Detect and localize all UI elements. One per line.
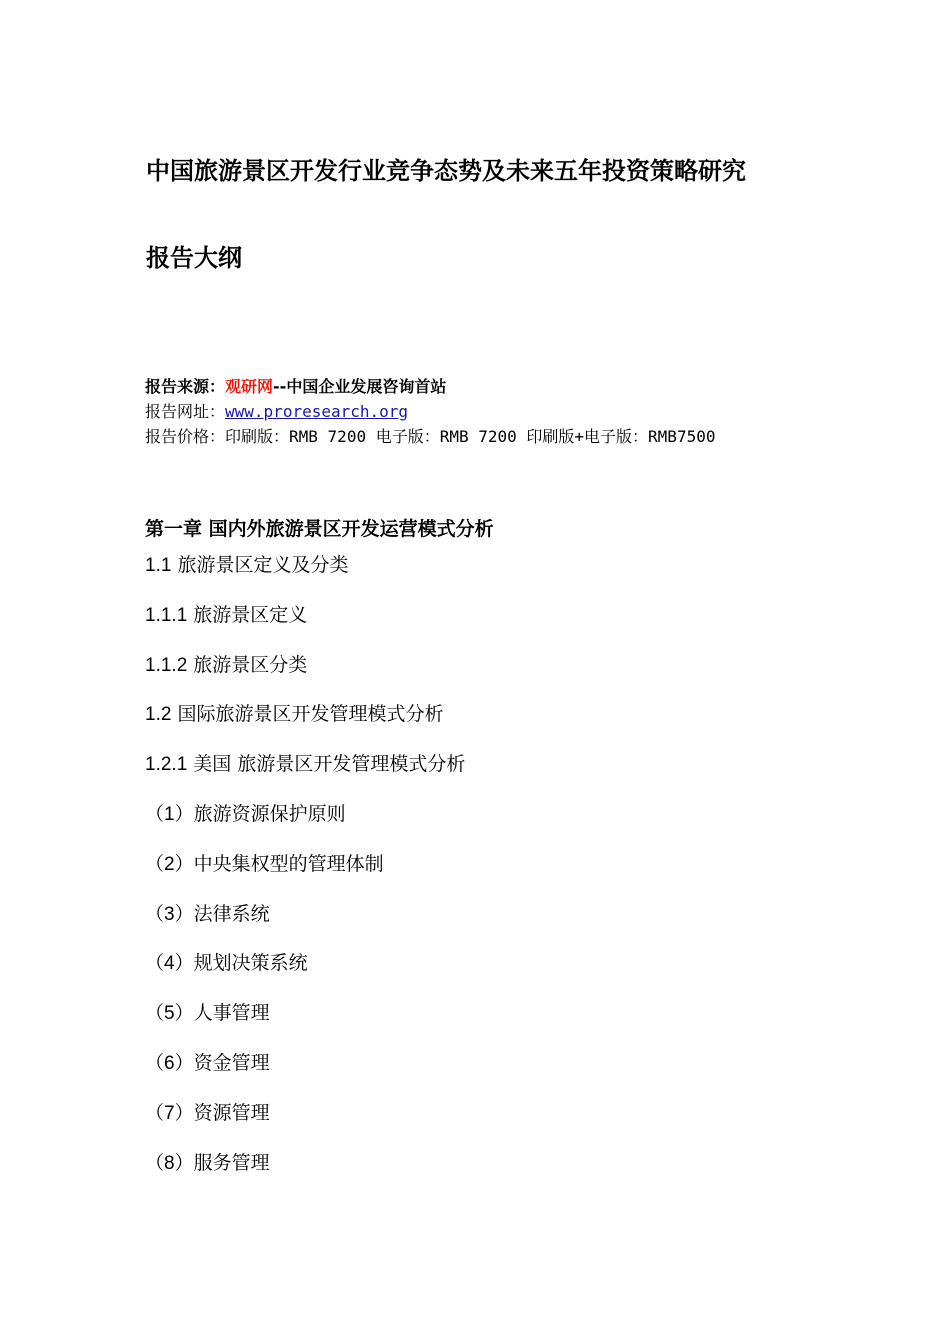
outline-item-number: 1.2.1 [145, 754, 188, 776]
outline-item-number: 1.1.2 [145, 654, 188, 676]
report-source [145, 375, 446, 399]
outline-item-text: 中央集权型的管理体制 [193, 852, 384, 875]
outline-item-text: 服务管理 [193, 1151, 270, 1174]
outline-item-number: 1.2 [145, 704, 172, 726]
report-price-text: 印刷版：RMB 7200 电子版：RMB 7200 印刷版+电子版：RMB7500 [225, 427, 716, 446]
outline-item-number: 1.1.1 [145, 604, 188, 626]
outline-item [145, 950, 465, 1000]
report-title-line-2: 报告大纲 [146, 244, 242, 272]
outline-list [145, 552, 465, 1199]
report-source-label: 报告来源： [145, 377, 226, 396]
outline-item-text: 法律系统 [193, 902, 270, 925]
outline-item-number: （4） [145, 953, 194, 975]
report-source-name: 观研网 [225, 377, 274, 396]
outline-item [145, 552, 465, 602]
outline-item [145, 801, 465, 851]
outline-item-number: （7） [145, 1102, 194, 1124]
outline-item [145, 701, 465, 751]
outline-item [145, 851, 465, 901]
outline-item-number: （3） [145, 903, 194, 925]
outline-item-text: 旅游资源保护原则 [193, 802, 346, 825]
outline-item-text: 规划决策系统 [193, 952, 308, 975]
chapter-heading: 第一章 国内外旅游景区开发运营模式分析 [145, 518, 494, 540]
report-url-label: 报告网址： [145, 402, 226, 421]
outline-item-text: 人事管理 [193, 1002, 270, 1025]
outline-item [145, 1000, 465, 1050]
outline-item-number: （6） [145, 1052, 194, 1074]
outline-item [145, 1150, 465, 1200]
outline-item-text: 美国 旅游景区开发管理模式分析 [187, 753, 466, 776]
report-url [145, 400, 408, 424]
report-url-link[interactable]: www.proresearch.org [225, 402, 409, 421]
outline-item-text: 旅游景区定义及分类 [171, 554, 349, 576]
outline-item-number: （1） [145, 803, 194, 825]
outline-item-text: 国际旅游景区开发管理模式分析 [171, 703, 444, 726]
outline-item-number: （8） [145, 1152, 194, 1174]
outline-item-number: 1.1 [145, 555, 172, 576]
outline-item-text: 资金管理 [193, 1051, 270, 1074]
outline-item-number: （2） [145, 853, 194, 875]
report-source-rest: --中国企业发展咨询首站 [273, 377, 447, 396]
outline-item-number: （5） [145, 1003, 194, 1025]
outline-item [145, 751, 465, 801]
report-price-label: 报告价格： [145, 427, 226, 446]
outline-item-text: 资源管理 [193, 1101, 270, 1124]
outline-item [145, 901, 465, 951]
outline-item [145, 602, 465, 652]
outline-item-text: 旅游景区分类 [187, 653, 308, 676]
outline-item [145, 1100, 465, 1150]
outline-item [145, 1050, 465, 1100]
report-title-line-1: 中国旅游景区开发行业竞争态势及未来五年投资策略研究 [146, 157, 746, 185]
outline-item-text: 旅游景区定义 [187, 603, 308, 626]
report-price [145, 425, 715, 449]
outline-item [145, 652, 465, 702]
